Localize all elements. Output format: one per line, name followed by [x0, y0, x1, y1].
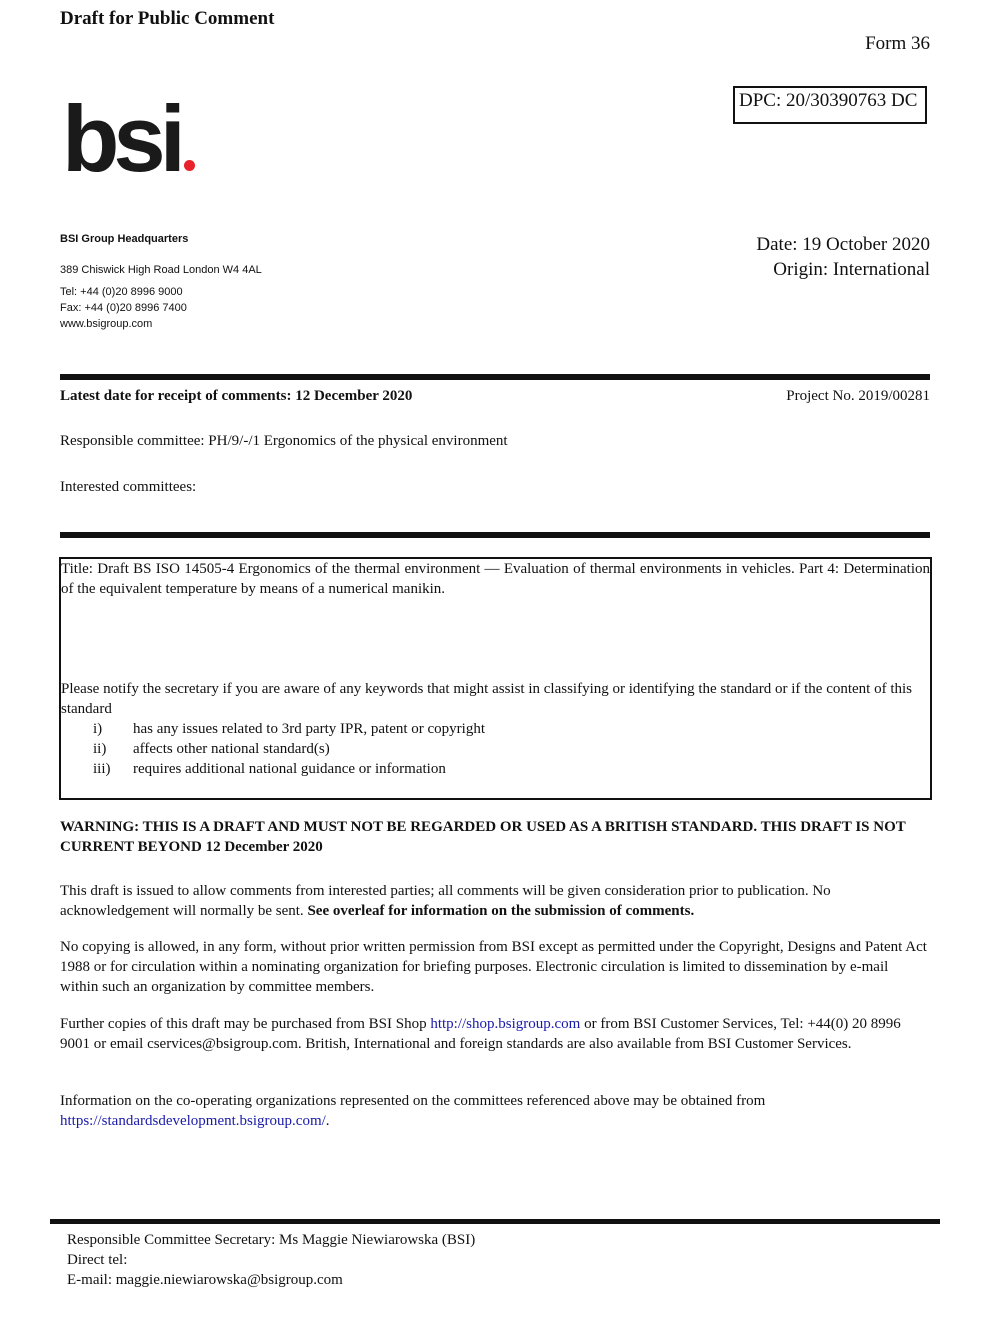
project-number: Project No. 2019/00281 [786, 388, 930, 404]
standard-title: Title: Draft BS ISO 14505-4 Ergonomics of the thermal environment — Evaluation of thermal environments in vehicles. Part 4: Determination of the equivalent temperature by means of a numerical manikin. [61, 561, 930, 597]
form-number: Form 36 [865, 33, 930, 54]
divider-footer [50, 1219, 940, 1224]
list-item: iii) requires additional national guidance or information [93, 761, 446, 777]
date: Date: 19 October 2020 [756, 234, 930, 255]
list-item: ii) affects other national standard(s) [93, 741, 330, 757]
street-address: 389 Chiswick High Road London W4 4AL [60, 264, 262, 276]
org-name: BSI Group Headquarters [60, 233, 189, 245]
paragraph-issue: This draft is issued to allow comments from interested parties; all comments will be given consideration prior to publication. No acknowledgement will normally be sent. See overleaf for information on the submission of comments. [60, 883, 831, 919]
standards-development-link[interactable]: https://standardsdevelopment.bsigroup.com/ [60, 1113, 326, 1129]
divider-top [60, 374, 930, 380]
committee-secretary: Responsible Committee Secretary: Ms Maggie Niewiarowska (BSI) [67, 1232, 476, 1248]
website: www.bsigroup.com [60, 318, 153, 330]
list-item: i) has any issues related to 3rd party IPR, patent or copyright [93, 721, 486, 737]
paragraph-organizations: Information on the co-operating organizations represented on the committees referenced above may be obtained from https://standardsdevelopment.bsigroup.com/. [60, 1093, 766, 1129]
notify-text: Please notify the secretary if you are aware of any keywords that might assist in classifying or identifying the standard or if the content of this standard [61, 681, 913, 717]
overleaf-note: See overleaf for information on the submission of comments. [307, 903, 695, 919]
paragraph-copying: No copying is allowed, in any form, without prior written permission from BSI except as permitted under the Copyright, Designs and Patent Act 1988 or for circulation within a nominating organization for briefing purposes. Electronic circulation is limited to dissemination by e-mail within such an organization by committee members. [60, 939, 927, 995]
bsi-logo [62, 86, 195, 191]
warning-text: WARNING: THIS IS A DRAFT AND MUST NOT BE REGARDED OR USED AS A BRITISH STANDARD. THIS DRAFT IS NOT CURRENT BEYOND 12 December 2020 [60, 819, 906, 855]
latest-comment-date: Latest date for receipt of comments: 12 December 2020 [60, 388, 413, 404]
paragraph-copies: Further copies of this draft may be purchased from BSI Shop http://shop.bsigroup.com or from BSI Customer Services, Tel: +44(0) 20 8996 9001 or email cservices@bsigroup.com. British, International and foreign standards are also available from BSI Customer Services. [60, 1016, 901, 1052]
title-box [59, 557, 932, 800]
divider-middle [60, 532, 930, 538]
dpc-reference: DPC: 20/30390763 DC [733, 86, 927, 124]
secretary-email: E-mail: maggie.niewiarowska@bsigroup.com [67, 1272, 343, 1288]
interested-committees: Interested committees: [60, 479, 197, 495]
shop-link[interactable]: http://shop.bsigroup.com [430, 1016, 581, 1032]
telephone: Tel: +44 (0)20 8996 9000 [60, 286, 183, 298]
responsible-committee: Responsible committee: PH/9/-/1 Ergonomics of the physical environment [60, 433, 508, 449]
date-origin-block [756, 232, 930, 282]
draft-label: Draft for Public Comment [60, 8, 275, 29]
direct-tel: Direct tel: [67, 1252, 128, 1268]
logo-text: bsi [62, 86, 180, 191]
origin: Origin: International [773, 259, 930, 280]
fax: Fax: +44 (0)20 8996 7400 [60, 302, 187, 314]
logo-dot [184, 160, 195, 171]
